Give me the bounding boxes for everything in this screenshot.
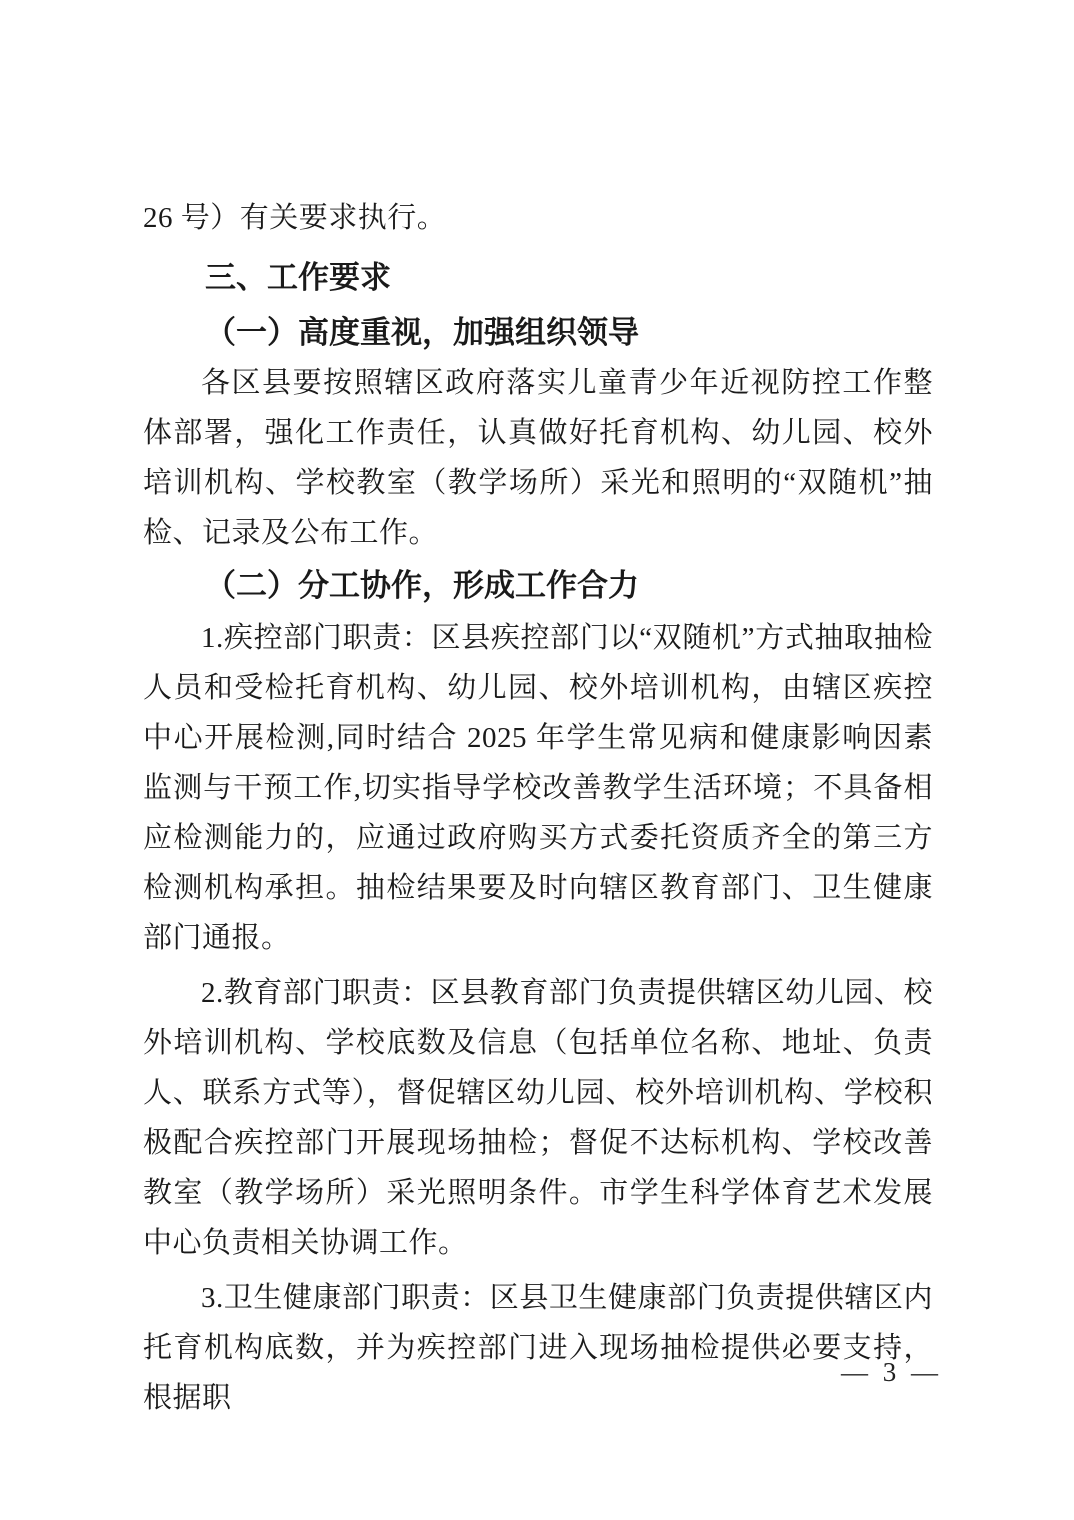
paragraph-3-1: 各区县要按照辖区政府落实儿童青少年近视防控工作整体部署，强化工作责任，认真做好托育机构、幼儿园、校外培训机构、学校教室（教学场所）采光和照明的“双随机”抽检、记录及公布工作。 (143, 367, 933, 549)
page-number: — 3 — (841, 1357, 942, 1387)
document-text-block (143, 193, 933, 1423)
paragraph-item-2-education: 2.教育部门职责：区县教育部门负责提供辖区幼儿园、校外培训机构、学校底数及信息（包括单位名称、地址、负责人、联系方式等），督促辖区幼儿园、校外培训机构、学校积极配合疾控部门开展现场抽检；督促不达标机构、学校改善教室（教学场所）采光照明条件。市学生科学体育艺术发展中心负责相关协调工作。 (143, 977, 933, 1259)
section-heading-3: 三、工作要求 (205, 260, 391, 295)
subsection-heading-3-1: （一）高度重视，加强组织领导 (205, 315, 639, 350)
subsection-heading-3-2: （二）分工协作，形成工作合力 (205, 568, 639, 603)
paragraph-item-1-disease-control: 1.疾控部门职责：区县疾控部门以“双随机”方式抽取抽检人员和受检托育机构、幼儿园、校外培训机构，由辖区疾控中心开展检测,同时结合 2025 年学生常见病和健康影响因素监测与干预工作,切实指导学校改善教学生活环境；不具备相应检测能力的，应通过政府购买方式委托资质齐全的第三方检测机构承担。抽检结果要及时向辖区教育部门、卫生健康部门通报。 (143, 622, 933, 954)
paragraph-item-3-health: 3.卫生健康部门职责：区县卫生健康部门负责提供辖区内托育机构底数，并为疾控部门进入现场抽检提供必要支持，根据职 (143, 1282, 933, 1414)
paragraph-continuation: 26 号）有关要求执行。 (143, 202, 447, 234)
